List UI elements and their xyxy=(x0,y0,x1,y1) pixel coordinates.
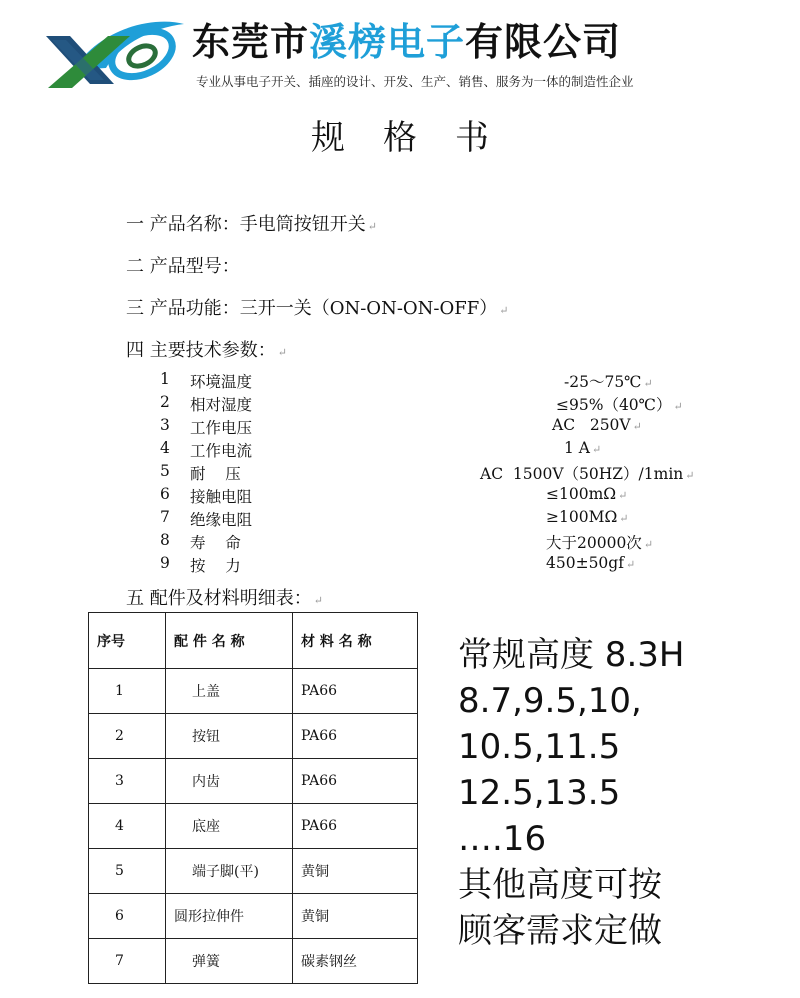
note-line: ….16 xyxy=(458,819,547,859)
table-row xyxy=(89,939,418,984)
spec-row xyxy=(160,554,760,576)
spec-row xyxy=(160,416,760,438)
note-line: 常规高度 8.3H xyxy=(458,635,685,675)
table-cell: 4 xyxy=(89,804,166,849)
return-mark-icon: ↵ xyxy=(499,304,509,317)
spec-number: 6 xyxy=(160,485,170,503)
note-line: 8.7,9.5,10, xyxy=(458,681,642,721)
table-row xyxy=(89,714,418,759)
spec-label: 环境温度 xyxy=(190,373,253,391)
company-name-highlight: 溪榜电子 xyxy=(309,20,466,64)
spec-value: AC 1500V（50HZ）/1min ↵ xyxy=(480,465,695,483)
company-name-part2: 有限公司 xyxy=(465,20,622,64)
section-tech-params-text: 四 主要技术参数： xyxy=(126,340,276,361)
spec-label: 耐 压 xyxy=(190,465,241,483)
table-cell: 端子脚(平) xyxy=(166,849,293,894)
table-row xyxy=(89,804,418,849)
spec-row xyxy=(160,485,760,507)
spec-number: 1 xyxy=(160,370,170,388)
spec-row xyxy=(160,439,760,461)
table-cell: 碳素钢丝 xyxy=(293,939,418,984)
table-row xyxy=(89,759,418,804)
table-cell: PA66 xyxy=(293,759,418,804)
note-line: 12.5,13.5 xyxy=(458,773,621,813)
spec-label: 工作电压 xyxy=(190,419,253,437)
spec-value: ≤100mΩ ↵ xyxy=(546,485,628,503)
table-header-cell: 材 料 名 称 xyxy=(293,613,418,669)
table-header-row xyxy=(89,613,418,669)
company-name xyxy=(192,18,621,66)
company-tagline: 专业从事电子开关、插座的设计、开发、生产、销售、服务为一体的制造性企业 xyxy=(196,74,634,89)
table-cell: 圆形拉伸件 xyxy=(166,894,293,939)
spec-number: 3 xyxy=(160,416,170,434)
note-line: 10.5,11.5 xyxy=(458,727,621,767)
table-cell: 黄铜 xyxy=(293,894,418,939)
spec-label: 相对湿度 xyxy=(190,396,253,414)
table-cell: 底座 xyxy=(166,804,293,849)
spec-label: 工作电流 xyxy=(190,442,253,460)
return-mark-icon: ↵ xyxy=(277,346,287,359)
spec-value: AC 250V ↵ xyxy=(552,416,642,434)
spec-row xyxy=(160,370,760,392)
spec-label: 接触电阻 xyxy=(190,488,253,506)
document-title: 规格书 xyxy=(311,118,527,158)
spec-label: 按 力 xyxy=(190,557,241,575)
spec-value: -25～75℃ ↵ xyxy=(564,373,653,391)
spec-number: 7 xyxy=(160,508,170,526)
spec-row xyxy=(160,531,760,553)
spec-number: 9 xyxy=(160,554,170,572)
section-parts-list xyxy=(126,584,323,610)
table-cell: 2 xyxy=(89,714,166,759)
return-mark-icon: ↵ xyxy=(313,594,323,607)
section-product-model-text: 二 产品型号： xyxy=(126,256,240,277)
table-cell: 3 xyxy=(89,759,166,804)
spec-number: 2 xyxy=(160,393,170,411)
spec-value: ≤95%（40℃） ↵ xyxy=(556,396,683,414)
table-cell: PA66 xyxy=(293,714,418,759)
table-cell: 按钮 xyxy=(166,714,293,759)
table-cell: 1 xyxy=(89,669,166,714)
table-cell: 上盖 xyxy=(166,669,293,714)
spec-value: 450±50gf ↵ xyxy=(546,554,636,572)
section-tech-params xyxy=(126,336,287,362)
table-header-cell: 配 件 名 称 xyxy=(166,613,293,669)
company-logo xyxy=(44,18,186,90)
table-cell: 6 xyxy=(89,894,166,939)
spec-row xyxy=(160,393,760,415)
section-parts-list-text: 五 配件及材料明细表： xyxy=(126,588,312,609)
table-cell: 黄铜 xyxy=(293,849,418,894)
table-row xyxy=(89,849,418,894)
spec-number: 5 xyxy=(160,462,170,480)
section-product-function-text: 三 产品功能：三开一关（ON-ON-ON-OFF） xyxy=(126,298,498,319)
spec-number: 8 xyxy=(160,531,170,549)
spec-value: 大于20000次 ↵ xyxy=(546,534,654,552)
section-product-name xyxy=(126,210,377,236)
section-product-function xyxy=(126,294,508,320)
spec-number: 4 xyxy=(160,439,170,457)
spec-value: ≥100MΩ ↵ xyxy=(546,508,629,526)
table-cell: 7 xyxy=(89,939,166,984)
table-cell: 弹簧 xyxy=(166,939,293,984)
section-product-name-text: 一 产品名称：手电筒按钮开关 xyxy=(126,214,366,235)
spec-label: 绝缘电阻 xyxy=(190,511,253,529)
spec-row xyxy=(160,462,760,484)
spec-row xyxy=(160,508,760,530)
table-row xyxy=(89,669,418,714)
table-header-cell: 序号 xyxy=(89,613,166,669)
table-cell: 内齿 xyxy=(166,759,293,804)
note-line: 顾客需求定做 xyxy=(458,911,662,951)
table-cell: 5 xyxy=(89,849,166,894)
table-cell: PA66 xyxy=(293,669,418,714)
spec-value: 1 A ↵ xyxy=(564,439,602,457)
table-cell: PA66 xyxy=(293,804,418,849)
spec-label: 寿 命 xyxy=(190,534,241,552)
return-mark-icon: ↵ xyxy=(367,220,377,233)
company-name-part1: 东莞市 xyxy=(192,20,310,64)
height-options-note xyxy=(458,632,684,954)
note-line: 其他高度可按 xyxy=(458,865,662,905)
table-row xyxy=(89,894,418,939)
parts-table xyxy=(88,612,418,984)
section-product-model xyxy=(126,252,240,278)
